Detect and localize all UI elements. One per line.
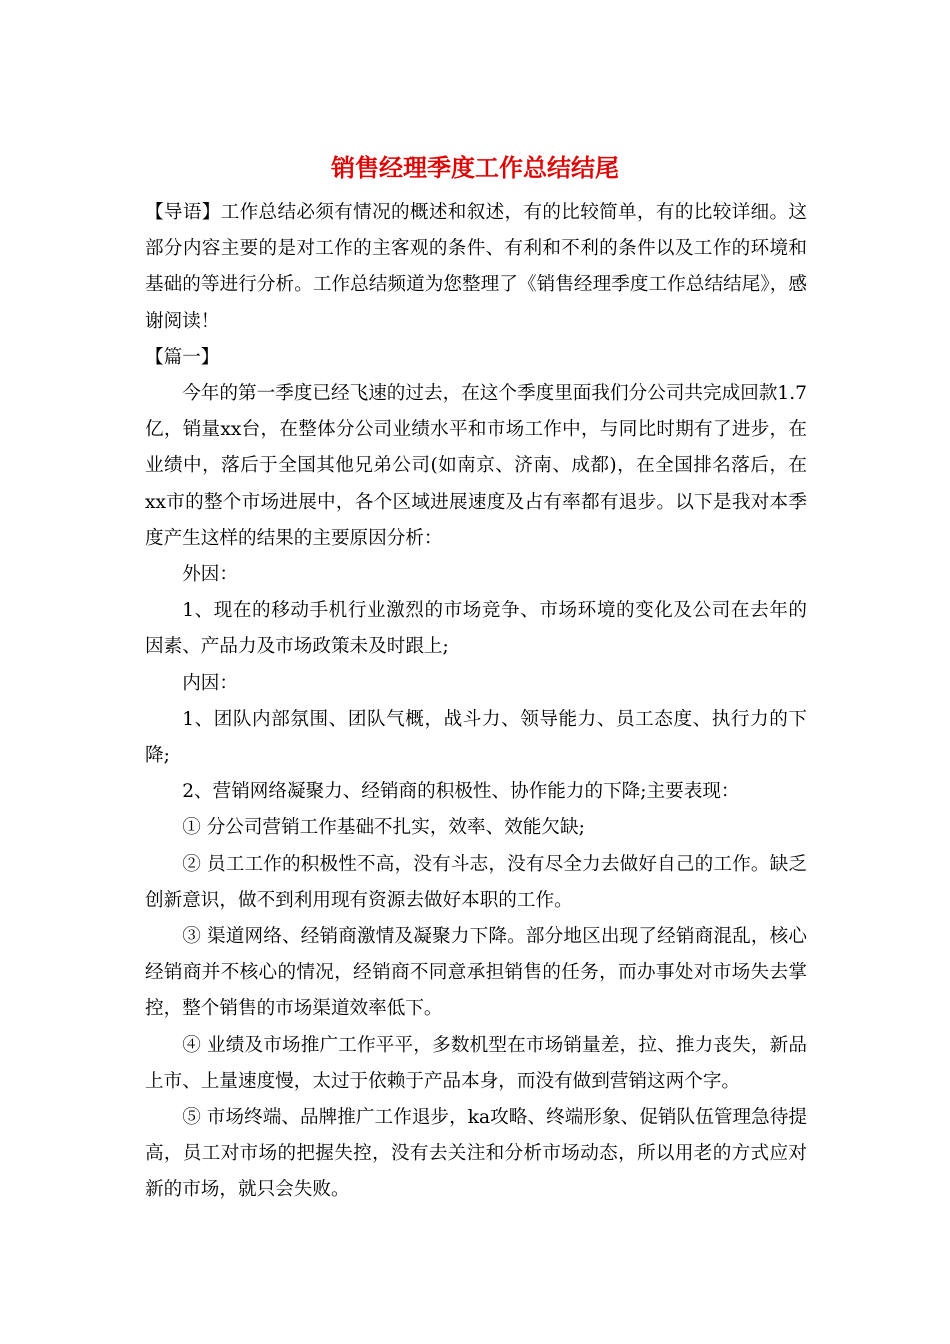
body-paragraph: ① 分公司营销工作基础不扎实，效率、效能欠缺; — [182, 817, 585, 839]
body-paragraph: 1、团队内部氛围、团队气概，战斗力、领导能力、员工态度、执行力的下降; — [145, 708, 807, 767]
body-paragraph: 内因： — [182, 672, 238, 694]
document-body — [145, 195, 807, 1209]
body-paragraph: ⑤ 市场终端、品牌推广工作退步，ka攻略、终端形象、促销队伍管理急待提高，员工对市场的把握失控，没有去关注和分析市场动态，所以用老的方式应对新的市场，就只会失败。 — [145, 1107, 807, 1201]
body-paragraph: ④ 业绩及市场推广工作平平，多数机型在市场销量差，拉、推力丧失，新品上市、上量速度慢，太过于依赖于产品本身，而没有做到营销这两个字。 — [145, 1034, 807, 1092]
document-title: 销售经理季度工作总结结尾 — [331, 154, 619, 182]
body-paragraph: 1、现在的移动手机行业激烈的市场竞争、市场环境的变化及公司在去年的因素、产品力及市场政策未及时跟上; — [145, 600, 807, 658]
body-paragraph: ② 员工工作的积极性不高，没有斗志，没有尽全力去做好自己的工作。缺乏创新意识，做不到利用现有资源去做好本职的工作。 — [145, 853, 807, 911]
body-paragraph: 2、营销网络凝聚力、经销商的积极性、协作能力的下降;主要表现： — [182, 781, 740, 803]
body-paragraph: 今年的第一季度已经飞速的过去，在这个季度里面我们分公司共完成回款1.7亿，销量xx台，在整体分公司业绩水平和市场工作中，与同比时期有了进步，在业绩中，落后于全国其他兄弟公司(如南京、济南、成都)，在全国排名落后，在xx市的整个市场进展中，各个区域进展速度及占有率都有退步。以下是我对本季度产生这样的结果的主要原因分析： — [145, 383, 807, 549]
intro-paragraph: 【导语】工作总结必须有情况的概述和叙述，有的比较简单，有的比较详细。这部分内容主要的是对工作的主客观的条件、有利和不利的条件以及工作的环境和基础的等进行分析。工作总结频道为您整理了《销售经理季度工作总结结尾》，感谢阅读！ — [145, 202, 807, 332]
section-heading: 【篇一】 — [145, 346, 220, 368]
body-paragraph: ③ 渠道网络、经销商激情及凝聚力下降。部分地区出现了经销商混乱，核心经销商并不核心的情况，经销商不同意承担销售的任务，而办事处对市场失去掌控，整个销售的市场渠道效率低下。 — [145, 926, 807, 1020]
body-paragraph: 外因： — [182, 564, 238, 586]
